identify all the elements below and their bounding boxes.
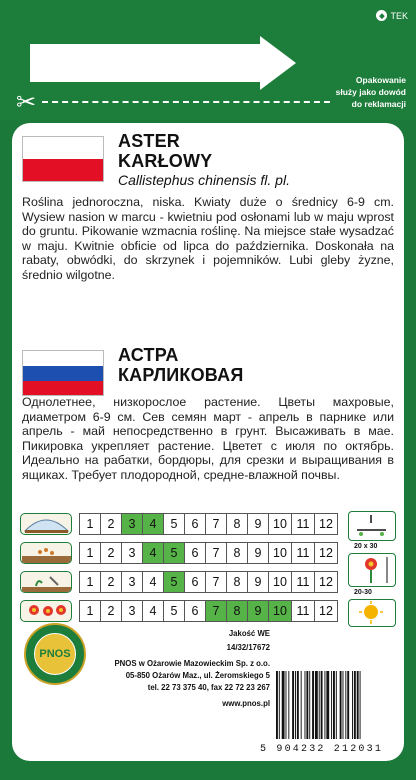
polish-description: Roślina jednoroczna, niska. Kwiaty duże o średnicy 6-9 cm. Wysiew nasion w marcu - kwietniu pod osłonami lub w maju wprost do gruntu. Pikowanie wzmacnia roślinę. Na miejsce stałe wysadzać w maju. Kwitnie obficie od lipca do października. Doskonała na rabaty, obwódki, do skrzynek i pojemników. Lubi gleby żyzne, średnio wilgotne. [22, 195, 394, 282]
month-cell: 12 [314, 513, 338, 535]
russian-title [118, 345, 243, 385]
seeds-icon [20, 542, 72, 564]
barcode-number: 5 904232 212031 [260, 744, 384, 755]
month-cell: 11 [291, 513, 315, 535]
month-cell: 2 [100, 513, 122, 535]
spacing-label: 20 x 30 [354, 543, 378, 550]
month-cell: 10 [268, 600, 292, 622]
receipt-note-line: do reklamacji [351, 99, 406, 109]
russian-title-line: АСТРА [118, 345, 179, 365]
month-cell: 4 [142, 571, 164, 593]
russian-description: Однолетнее, низкорослое растение. Цветы махровые, диаметром 6-9 см. Сев семян март - апрель в парнике или апрель - май непосредственно в грунт. Высаживать в мае. Пикировка укрепляет растение. Цветет с июля по октябрь. Идеально на рабатки, бордюры, для срезки и выращивания в ящиках. Требует плодородной, средне-влажной почвы. [22, 395, 394, 482]
month-cell: 7 [205, 513, 227, 535]
polish-title-line: ASTER [118, 131, 181, 151]
month-cell: 1 [79, 513, 101, 535]
month-cell: 6 [184, 542, 206, 564]
month-cell: 5 [163, 600, 185, 622]
month-cell: 10 [268, 513, 292, 535]
month-cell: 4 [142, 542, 164, 564]
month-cell: 12 [314, 542, 338, 564]
spacing-icon [348, 511, 396, 541]
month-cell: 7 [205, 600, 227, 622]
receipt-note [316, 74, 406, 110]
month-cell: 12 [314, 600, 338, 622]
month-grid [80, 513, 338, 535]
company-name: PNOS w Ożarowie Mazowieckim Sp. z o.o. [114, 659, 270, 668]
month-cell: 6 [184, 513, 206, 535]
trowel-icon [20, 571, 72, 593]
quality-label: Jakość WE [228, 629, 270, 638]
height-icon [348, 553, 396, 587]
month-cell: 5 [163, 571, 185, 593]
month-cell: 3 [121, 600, 143, 622]
polish-title [118, 131, 212, 171]
polish-title-line: KARŁOWY [118, 151, 213, 171]
month-cell: 5 [163, 513, 185, 535]
month-grid [80, 542, 338, 564]
month-cell: 8 [226, 600, 248, 622]
cut-line[interactable] [42, 101, 330, 103]
latin-name: Callistephus chinensis fl. pl. [118, 172, 290, 188]
barcode [274, 669, 394, 741]
info-panel [12, 123, 404, 761]
month-cell: 7 [205, 542, 227, 564]
month-cell: 10 [268, 542, 292, 564]
month-cell: 11 [291, 571, 315, 593]
company-logo [24, 623, 86, 685]
month-cell: 2 [100, 542, 122, 564]
calendar-row-sowing-under-cover [20, 512, 338, 536]
logo-text: PNOS [34, 633, 76, 675]
company-website[interactable]: www.pnos.pl [222, 699, 270, 708]
month-cell: 11 [291, 542, 315, 564]
receipt-note-line: służy jako dowód [335, 87, 406, 97]
month-cell: 8 [226, 542, 248, 564]
month-cell: 4 [142, 513, 164, 535]
month-cell: 12 [314, 571, 338, 593]
russian-title-line: КАРЛИКОВАЯ [118, 365, 244, 385]
tek-mark [376, 10, 408, 21]
month-cell: 11 [291, 600, 315, 622]
calendar-row-sowing-in-ground [20, 541, 338, 565]
height-label: 20-30 [354, 589, 372, 596]
month-cell: 3 [121, 571, 143, 593]
packet-arrow-shape [30, 36, 296, 90]
month-cell: 1 [79, 600, 101, 622]
month-grid [80, 600, 338, 622]
month-cell: 6 [184, 571, 206, 593]
calendar-row-flowering [20, 599, 338, 623]
month-grid [80, 571, 338, 593]
month-cell: 2 [100, 600, 122, 622]
month-cell: 9 [247, 542, 269, 564]
russian-flag-icon [22, 350, 104, 396]
month-cell: 10 [268, 571, 292, 593]
company-address: 05-850 Ożarów Maz., ul. Żeromskiego 5 [125, 671, 270, 680]
flower-icon [20, 600, 72, 622]
month-cell: 1 [79, 542, 101, 564]
month-cell: 9 [247, 571, 269, 593]
sun-icon [348, 599, 396, 627]
lot-code: 14/32/17672 [226, 643, 270, 652]
scissors-icon: ✂ [16, 89, 37, 116]
company-phone: tel. 22 73 375 40, fax 22 72 23 267 [147, 683, 270, 692]
month-cell: 3 [121, 513, 143, 535]
month-cell: 9 [247, 513, 269, 535]
receipt-note-line: Opakowanie [355, 75, 406, 85]
month-cell: 4 [142, 600, 164, 622]
month-cell: 9 [247, 600, 269, 622]
month-cell: 7 [205, 571, 227, 593]
calendar-row-planting [20, 570, 338, 594]
tek-icon: ◆ [376, 10, 387, 21]
greenhouse-icon [20, 513, 72, 535]
polish-flag-icon [22, 136, 104, 182]
month-cell: 2 [100, 571, 122, 593]
month-cell: 3 [121, 542, 143, 564]
month-cell: 8 [226, 513, 248, 535]
tek-label: TEK [390, 10, 408, 21]
month-cell: 1 [79, 571, 101, 593]
month-cell: 6 [184, 600, 206, 622]
month-cell: 5 [163, 542, 185, 564]
month-cell: 8 [226, 571, 248, 593]
